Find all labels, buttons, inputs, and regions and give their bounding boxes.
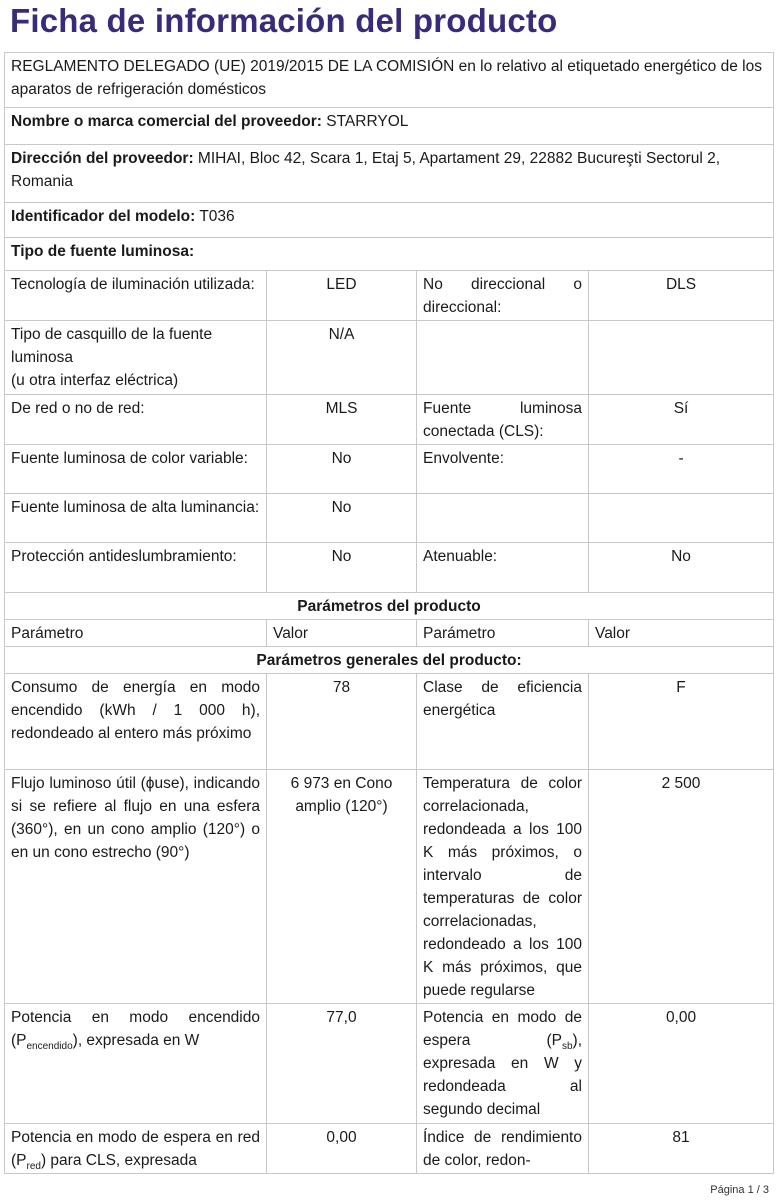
row-label: Flujo luminoso útil (ϕuse), indicando si se refiere al flujo en una esfera (360°), en un cono amplio (120°) o en un cono estrecho (90°) — [5, 770, 267, 1004]
light-source-type-row — [5, 238, 774, 271]
row-label: Consumo de energía en modo encendido (kWh / 1 000 h), redondeado al entero más próximo — [5, 674, 267, 770]
supplier-name-label: Nombre o marca comercial del proveedor: — [11, 113, 322, 130]
col-header-param-2: Parámetro — [417, 620, 589, 647]
page-title: Ficha de información del producto — [10, 2, 558, 39]
col-header-param-1: Parámetro — [5, 620, 267, 647]
table-row — [5, 1004, 774, 1124]
light-source-type-label: Tipo de fuente luminosa: — [5, 238, 774, 271]
row-value: MLS — [267, 395, 417, 445]
info-table — [4, 52, 774, 1174]
page-number: Página 1 / 3 — [710, 1184, 769, 1196]
col-header-value-2: Valor — [589, 620, 774, 647]
row-label: Fuente luminosa de alta luminancia: — [5, 494, 267, 543]
supplier-name-row — [5, 108, 774, 145]
model-id-row — [5, 203, 774, 238]
table-row — [5, 674, 774, 770]
row-label-2 — [417, 494, 589, 543]
table-row — [5, 543, 774, 593]
table-row — [5, 271, 774, 321]
supplier-address-row — [5, 145, 774, 203]
section-header-row — [5, 647, 774, 674]
row-value: No — [267, 445, 417, 494]
row-label-2: Temperatura de color correlacionada, redondeada a los 100 K más próximos, o intervalo de temperaturas de color correlacionadas, redondeado a los 100 K más próximos, que puede regularse — [417, 770, 589, 1004]
row-label-2 — [417, 321, 589, 395]
col-header-value-1: Valor — [267, 620, 417, 647]
row-value-2: No — [589, 543, 774, 593]
table-row — [5, 321, 774, 395]
table-row — [5, 494, 774, 543]
row-value-2: 81 — [589, 1124, 774, 1174]
row-value: 77,0 — [267, 1004, 417, 1124]
table-row — [5, 445, 774, 494]
section-header-row — [5, 593, 774, 620]
regulation-row — [5, 53, 774, 108]
row-label: Protección antideslumbramiento: — [5, 543, 267, 593]
row-value: 6 973 en Cono amplio (120°) — [267, 770, 417, 1004]
row-label-2: Atenuable: — [417, 543, 589, 593]
product-params-header: Parámetros del producto — [5, 593, 774, 620]
row-label: Potencia en modo encendido $(P_{encendido})$, expresada en W — [5, 1004, 267, 1124]
table-row — [5, 770, 774, 1004]
model-id-value: T036 — [199, 208, 235, 225]
row-label-2: Clase de eficiencia energética — [417, 674, 589, 770]
supplier-address-label: Dirección del proveedor: — [11, 150, 194, 167]
supplier-name-value: STARRYOL — [326, 113, 409, 130]
row-label-2: No direccional o direccional: — [417, 271, 589, 321]
table-row — [5, 395, 774, 445]
row-value-2: DLS — [589, 271, 774, 321]
row-label: Fuente luminosa de color variable: — [5, 445, 267, 494]
column-header-row — [5, 620, 774, 647]
table-row — [5, 1124, 774, 1174]
regulation-text: REGLAMENTO DELEGADO (UE) 2019/2015 DE LA COMISIÓN en lo relativo al etiquetado energético de los aparatos de refrigeración domésticos — [5, 53, 774, 108]
row-label-2: Potencia en modo de espera $(P_{sb})$, expresada en W y redondeada al segundo decimal — [417, 1004, 589, 1124]
row-value: LED — [267, 271, 417, 321]
row-label: Potencia en modo de espera en red $(P_{red})$ para CLS, expresada — [5, 1124, 267, 1174]
row-label: De red o no de red: — [5, 395, 267, 445]
row-value-2: F — [589, 674, 774, 770]
row-value: 0,00 — [267, 1124, 417, 1174]
general-params-header: Parámetros generales del producto: — [5, 647, 774, 674]
supplier-address-value: MIHAI, Bloc 42, Scara 1, Etaj 5, Apartament 29, 22882 Bucureşti Sectorul 2, Romania — [11, 150, 721, 190]
row-value-2: Sí — [589, 395, 774, 445]
row-value-2 — [589, 321, 774, 395]
row-value-2: 2 500 — [589, 770, 774, 1004]
row-value-2 — [589, 494, 774, 543]
row-value-2: 0,00 — [589, 1004, 774, 1124]
row-label-2: Índice de rendimiento de color, redon- — [417, 1124, 589, 1174]
row-label: Tecnología de iluminación utilizada: — [5, 271, 267, 321]
row-value: No — [267, 494, 417, 543]
row-value: N/A — [267, 321, 417, 395]
row-label-2: Fuente luminosa conectada (CLS): — [417, 395, 589, 445]
row-label-2: Envolvente: — [417, 445, 589, 494]
row-value-2: - — [589, 445, 774, 494]
model-id-label: Identificador del modelo: — [11, 208, 196, 225]
row-value: No — [267, 543, 417, 593]
row-value: 78 — [267, 674, 417, 770]
row-label: Tipo de casquillo de la fuente luminosa (u otra interfaz eléctrica) — [5, 321, 267, 395]
